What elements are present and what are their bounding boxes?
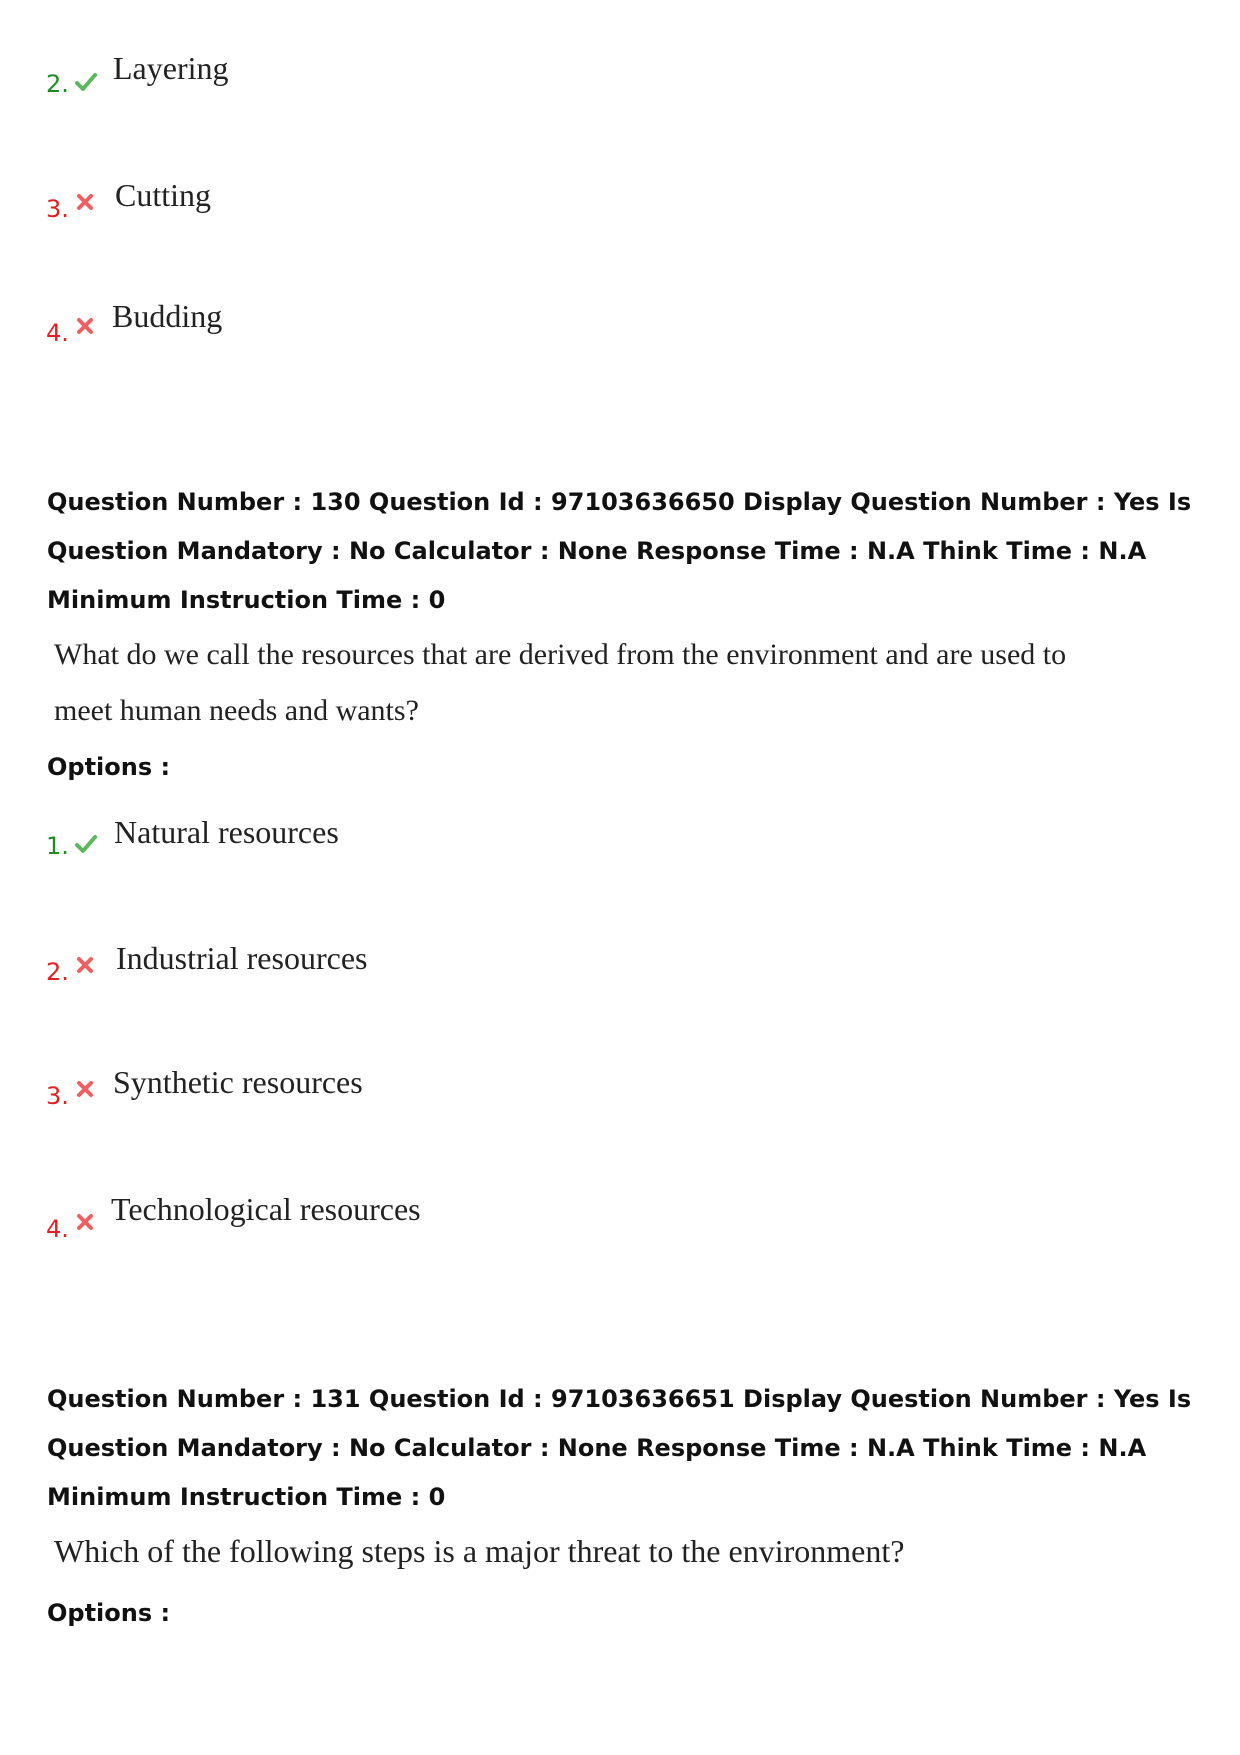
cross-icon [76,1080,94,1098]
check-icon [74,832,98,856]
check-icon [74,70,98,94]
option-number: 4. [46,319,69,347]
option-text: Natural resources [114,814,339,850]
option-text: Budding [112,298,223,334]
option-text: Technological resources [111,1191,421,1227]
cross-icon [76,193,94,211]
cross-icon [76,1213,94,1231]
option-number: 3. [46,1082,69,1110]
question-meta: Question Number : 131 Question Id : 97103636651 Display Question Number : Yes Is Question Mandatory : No Calculator : None Response Time : N.A Think Time : N.A Minimum Instruction Time : 0 [47,1385,1192,1511]
option-number: 3. [46,195,69,223]
cross-icon [76,317,94,335]
option-text: Cutting [115,177,212,213]
question-text-line: What do we call the resources that are derived from the environment and are used to [54,638,1067,671]
question-meta: Question Number : 130 Question Id : 97103636650 Display Question Number : Yes Is Question Mandatory : No Calculator : None Response Time : N.A Think Time : N.A Minimum Instruction Time : 0 [47,488,1192,614]
options-label: Options : [47,753,171,781]
option-number: 2. [46,70,69,98]
option-number: 2. [46,958,69,986]
option-number: 4. [46,1215,69,1243]
option-number: 1. [46,832,69,860]
option-text: Layering [113,50,229,86]
question-text-line: meet human needs and wants? [54,694,419,727]
option-text: Industrial resources [116,940,368,976]
option-text: Synthetic resources [113,1064,363,1100]
options-label: Options : [47,1599,171,1627]
question-text-line: Which of the following steps is a major threat to the environment? [54,1533,905,1569]
cross-icon [76,956,94,974]
